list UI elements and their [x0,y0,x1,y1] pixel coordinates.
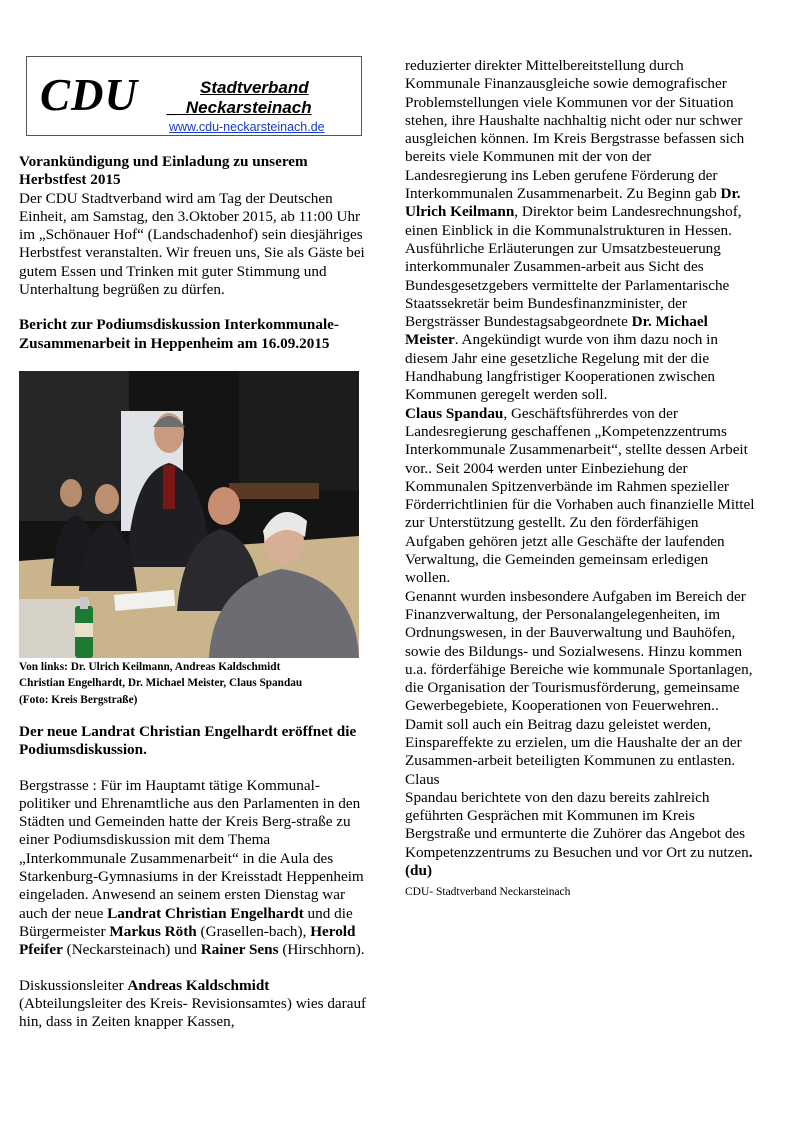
paragraph-herbstfest: Der CDU Stadtverband wird am Tag der Deutschen Einheit, am Samstag, den 3.Oktober 2015, ab 11:00 Uhr im „Schönauer Hof“ (Landschadenhof) sein diesjähriges Herbstfest veranstalten. Wir freuen uns, Sie als Gäste bei gutem Essen und Trinken mit guter Stimmung und Unterhaltung begrüßen zu dürfen. [19,189,365,299]
header-box [26,56,362,136]
left-column-top [19,153,369,353]
paragraph-bergstrasse: Bergstrasse : Für im Hauptamt tätige Kommunal-politiker und Ehrenamtliche aus den Parlamenten in den Städten und Gemeinden hatte der Kreis Berg-straße zu einer Podiumsdiskussion mit dem Thema „Interkommunale Zusammenarbeit“ in die Aula des Starkenburg-Gymnasiums in der Kreisstadt Heppenheim eingeladen. Anwesend an seinem ersten Dienstag war auch der neue Landrat Christian Engelhardt und die Bürgermeister Markus Röth (Grasellen-bach), Herold Pfeifer (Neckarsteinach) und Rainer Sens (Hirschhorn). [19,776,365,959]
cdu-logo: CDU [40,70,139,120]
paragraph-kaldschmidt: Diskussionsleiter Andreas Kaldschmidt (Abteilungsleiter des Kreis- Revisionsamtes) wies darauf hin, dass in Zeiten knapper Kassen, [19,976,367,1031]
left-column-bottom [19,723,369,1031]
paragraph-spandau: Claus Spandau, Geschäftsführerdes von der Landesregierung geschaffenen „Kompetenzzentrums Interkommunale Zusammenarbeit“, stellte dessen Arbeit vor.. Seit 2004 werden unter Einbeziehung der Kommunalen Spitzenverbände im Rahmen spezieller Förderrichtlinien für die Vorhaben auch finanzielle Mittel zur Unterstützung gestellt. Zu den förderfähigen Aufgaben gehören jetzt alle Geschäfte der laufenden Verwaltung, die Gemeinden gemeinsam erledigen wollen. [405,404,755,587]
org-name-line1: Stadtverband [200,78,309,97]
heading-landrat: Der neue Landrat Christian Engelhardt eröffnet die Podiumsdiskussion. [19,723,357,759]
paragraph-aufgaben: Genannt wurden insbesondere Aufgaben im Bereich der Finanzverwaltung, der Personalangelegenheiten, im Ordnungswesen, in der Bauverwaltung und Bauhöfen, sowie des Bildungs- und Sozialwesens. Hinzu kommen u.a. förderfähige Bereiche wie kommunale Sportanlagen, die Organisation der Tourismusförderung, gemeinsame Gewerbegebiete, Kooperationen von Feuerwehren.. Damit soll auch ein Beitrag dazu geleistet werden, Einspareffekte zu erzielen, um die Haushalte der an der Zusammen-arbeit beteiligten Kommunen zu entlasten. Claus [405,587,753,788]
right-column [405,57,755,899]
event-photo [19,371,359,658]
heading-herbstfest: Vorankündigung und Einladung zu unserem Herbstfest 2015 [19,153,308,189]
paragraph-gespraeche: Spandau berichtete von den dazu bereits zahlreich geführten Gesprächen mit Kommunen im Kreis Bergstraße und ermunterte die Zuhörer das Angebot des Kompetenzzentrums zu Besuchen und vor Ort zu nutzen.(du) [405,788,753,880]
photo-caption: Von links: Dr. Ulrich Keilmann, Andreas Kaldschmidt Christian Engelhardt, Dr. Michael Meister, Claus Spandau (Foto: Kreis Bergstraße) [19,661,303,706]
paragraph-mittelbereitstellung: reduzierter direkter Mittelbereitstellung durch Kommunale Finanzausgleiche sowie demografischer Problemstellungen viele Kommunen vor der Situation stehen, ihre Haushalte nachhaltig nicht oder nur schwer ausgleichen können. Im Kreis Bergstrasse befassen sich bereits viele Kommunen mit der von der Landesregierung ins Leben gerufene Förderung der Interkommunalen Zusammenarbeit. Zu Beginn gab Dr. Ulrich Keilmann, Direktor beim Landesrechnungshof, einen Einblick in die Kommunalstrukturen in Hessen. Ausführliche Erläuterungen zur Umsatzbesteuerung interkommunaler Zusammen-arbeit aus Sicht des Bundesgesetzgebers vermittelte der Parlamentarische Staatssekretär beim Bundesfinanzminister, der Bergsträsser Bundestagsabgeordnete Dr. Michael Meister. Angekündigt wurde von ihm dazu noch in diesem Jahr eine gesetzliche Regelung mit der die Handhabung langfristiger Kooperationen zwischen Kommunen geregelt werden soll. [405,57,745,404]
website-link[interactable]: www.cdu-neckarsteinach.de [169,120,325,134]
org-name-line2: _ Neckarsteinach [167,98,312,117]
footer-stadtverband: CDU- Stadtverband Neckarsteinach [405,886,571,899]
heading-podiumsdiskussion: Bericht zur Podiumsdiskussion Interkommunale-Zusammenarbeit in Heppenheim am 16.09.2015 [19,316,339,352]
